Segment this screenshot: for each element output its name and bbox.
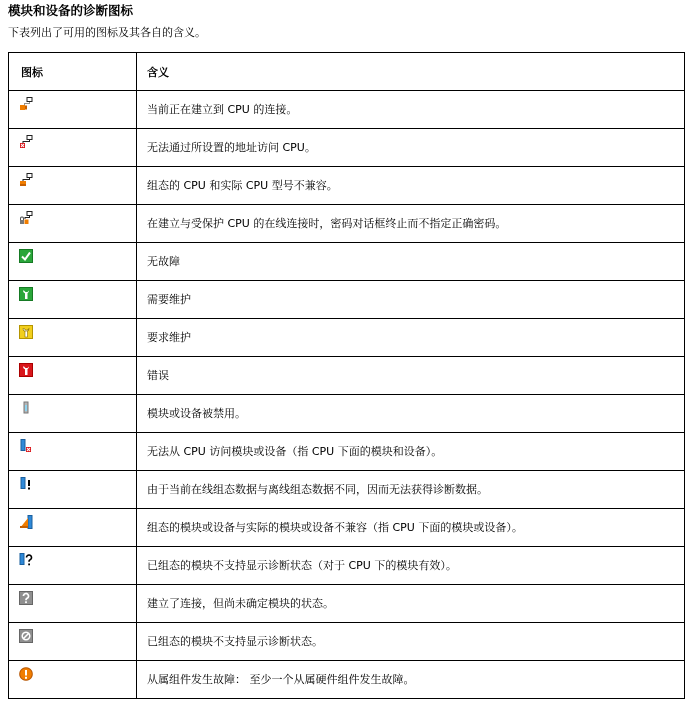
table-row <box>9 281 685 319</box>
subordinate-fault-icon <box>19 667 33 681</box>
meaning-cell: 在建立与受保护 CPU 的在线连接时，密码对话框终止而不指定正确密码。 <box>137 205 685 243</box>
diagnostics-unsupported-icon <box>19 629 33 643</box>
meaning-cell: 无故障 <box>137 243 685 281</box>
icon-cell <box>9 623 137 661</box>
icon-cell <box>9 205 137 243</box>
meaning-cell: 要求维护 <box>137 319 685 357</box>
module-unreachable-icon <box>19 439 33 453</box>
meaning-cell: 模块或设备被禁用。 <box>137 395 685 433</box>
connecting-network-icon <box>19 97 33 111</box>
table-row <box>9 357 685 395</box>
icon-cell <box>9 547 137 585</box>
meaning-cell: 已组态的模块不支持显示诊断状态（对于 CPU 下的模块有效）。 <box>137 547 685 585</box>
icon-cell <box>9 661 137 699</box>
no-fault-check-icon <box>19 249 33 263</box>
meaning-cell: 已组态的模块不支持显示诊断状态。 <box>137 623 685 661</box>
password-lock-network-icon <box>19 211 33 225</box>
icon-cell <box>9 91 137 129</box>
meaning-cell: 组态的模块或设备与实际的模块或设备不兼容（指 CPU 下面的模块或设备）。 <box>137 509 685 547</box>
table-row <box>9 319 685 357</box>
page-title: 模块和设备的诊断图标 <box>8 3 134 18</box>
header-meaning: 含义 <box>137 53 685 91</box>
header-icon: 图标 <box>9 53 137 91</box>
module-incompatible-icon <box>19 515 33 529</box>
meaning-cell: 无法通过所设置的地址访问 CPU。 <box>137 129 685 167</box>
icon-cell <box>9 433 137 471</box>
icon-cell <box>9 319 137 357</box>
table-header-row <box>9 53 685 91</box>
maintenance-required-wrench-icon <box>19 287 33 301</box>
intro-text: 下表列出了可用的图标及其各自的含义。 <box>8 26 206 39</box>
icon-cell <box>9 281 137 319</box>
module-data-mismatch-icon <box>19 477 33 491</box>
table-row <box>9 167 685 205</box>
table-row <box>9 623 685 661</box>
incompatible-network-icon <box>19 173 33 187</box>
table-row <box>9 547 685 585</box>
unreachable-network-icon <box>19 135 33 149</box>
icon-cell <box>9 357 137 395</box>
meaning-cell: 组态的 CPU 和实际 CPU 型号不兼容。 <box>137 167 685 205</box>
table-row <box>9 585 685 623</box>
meaning-cell: 从属组件发生故障： 至少一个从属硬件组件发生故障。 <box>137 661 685 699</box>
icon-cell <box>9 167 137 205</box>
icon-cell <box>9 395 137 433</box>
maintenance-demanded-wrench-icon <box>19 325 33 339</box>
module-diagnostics-unsupported-question-icon <box>19 553 33 567</box>
status-unknown-question-icon <box>19 591 33 605</box>
table-row <box>9 205 685 243</box>
meaning-cell: 无法从 CPU 访问模块或设备（指 CPU 下面的模块和设备）。 <box>137 433 685 471</box>
icon-cell <box>9 585 137 623</box>
icon-cell <box>9 129 137 167</box>
table-row <box>9 661 685 699</box>
meaning-cell: 由于当前在线组态数据与离线组态数据不同，因而无法获得诊断数据。 <box>137 471 685 509</box>
table-row <box>9 243 685 281</box>
meaning-cell: 错误 <box>137 357 685 395</box>
meaning-cell: 需要维护 <box>137 281 685 319</box>
icon-cell <box>9 509 137 547</box>
icon-cell <box>9 243 137 281</box>
table-row <box>9 509 685 547</box>
table-row <box>9 471 685 509</box>
icon-cell <box>9 471 137 509</box>
diagnostic-icons-table <box>8 52 685 699</box>
meaning-cell: 建立了连接，但尚未确定模块的状态。 <box>137 585 685 623</box>
table-row <box>9 129 685 167</box>
error-wrench-icon <box>19 363 33 377</box>
module-disabled-icon <box>19 401 33 415</box>
table-row <box>9 91 685 129</box>
table-row <box>9 433 685 471</box>
table-row <box>9 395 685 433</box>
meaning-cell: 当前正在建立到 CPU 的连接。 <box>137 91 685 129</box>
